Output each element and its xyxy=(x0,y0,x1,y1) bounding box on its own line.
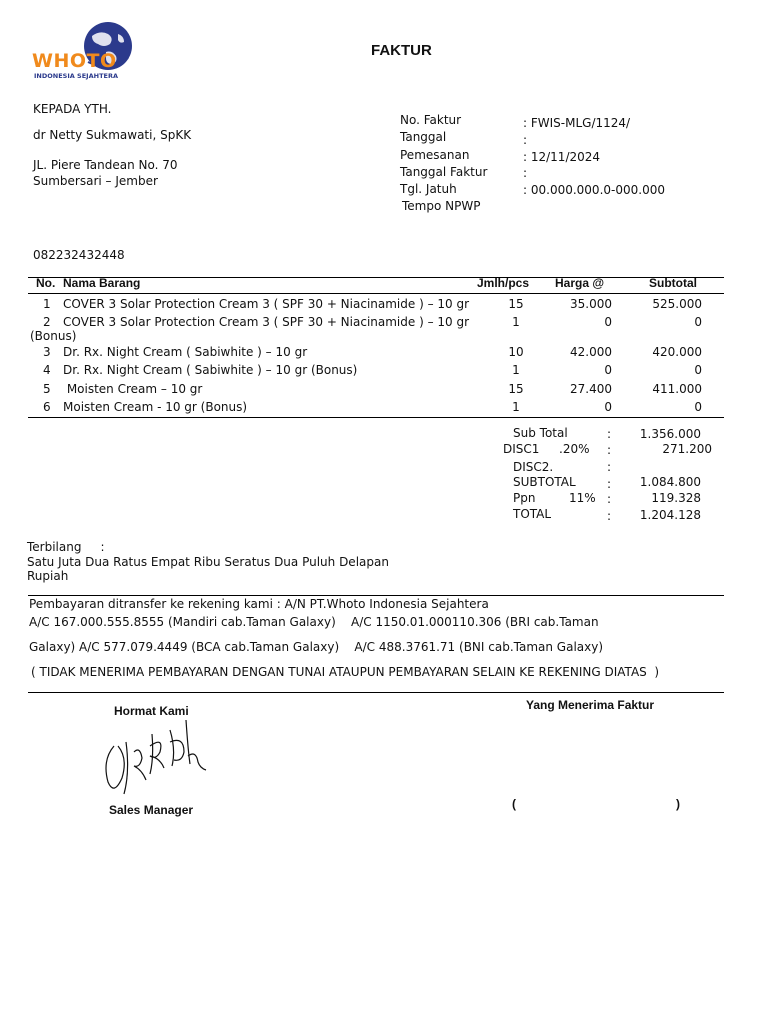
table-header-qty: Jmlh/pcs xyxy=(477,276,530,290)
logo-tagline: INDONESIA SEJAHTERA xyxy=(34,72,118,80)
colon: : xyxy=(607,477,612,491)
disc1-percent: .20% xyxy=(559,442,590,456)
row-qty: 10 xyxy=(508,345,524,359)
ppn-value: 119.328 xyxy=(651,491,701,505)
row-name-cont: (Bonus) xyxy=(30,329,77,343)
invoice-value-npwp: : 00.000.000.0-000.000 xyxy=(523,183,665,197)
payment-line-1: Pembayaran ditransfer ke rekening kami : A/N PT.Whoto Indonesia Sejahtera xyxy=(29,597,489,611)
ppn-label: Ppn xyxy=(513,491,536,505)
ppn-percent: 11% xyxy=(569,491,596,505)
row-price: 27.400 xyxy=(570,382,612,396)
colon: : xyxy=(607,427,612,441)
table-header-name: Nama Barang xyxy=(63,276,141,290)
disc1-label: DISC1 xyxy=(503,442,540,456)
row-qty: 1 xyxy=(512,400,520,414)
row-subtotal: 0 xyxy=(694,315,702,329)
invoice-label-tanggal: Tanggal xyxy=(400,130,447,144)
disc1-value: 271.200 xyxy=(662,442,712,456)
payment-line-4: ( TIDAK MENERIMA PEMBAYARAN DENGAN TUNAI ATAUPUN PEMBAYARAN SELAIN KE REKENING DIATAS ) xyxy=(31,665,660,679)
invoice-label-tanggal-faktur: Tanggal Faktur xyxy=(400,165,488,179)
row-qty: 15 xyxy=(508,297,524,311)
row-no: 1 xyxy=(43,297,51,311)
subtotal-value: 1.084.800 xyxy=(639,475,701,489)
row-subtotal: 0 xyxy=(694,400,702,414)
row-name: Dr. Rx. Night Cream ( Sabiwhite ) – 10 gr (Bonus) xyxy=(63,363,358,377)
payment-top-rule xyxy=(28,595,724,596)
invoice-value-tanggal: : xyxy=(523,133,528,147)
table-header-price: Harga @ xyxy=(555,276,605,290)
payment-line-3: Galaxy) A/C 577.079.4449 (BCA cab.Taman Galaxy) A/C 488.3761.71 (BNI cab.Taman Galaxy) xyxy=(29,640,604,654)
recipient-address-2: Sumbersari – Jember xyxy=(33,174,158,188)
invoice-label-no-faktur: No. Faktur xyxy=(400,113,462,127)
table-header-no: No. xyxy=(36,276,56,290)
colon: : xyxy=(607,443,612,457)
invoice-label-tempo-npwp: Tempo NPWP xyxy=(402,199,481,213)
row-price: 0 xyxy=(604,400,612,414)
row-no: 3 xyxy=(43,345,51,359)
total-value: 1.204.128 xyxy=(639,508,701,522)
row-qty: 1 xyxy=(512,315,520,329)
company-logo xyxy=(32,18,136,82)
payment-line-2: A/C 167.000.555.8555 (Mandiri cab.Taman Galaxy) A/C 1150.01.000110.306 (BRI cab.Taman xyxy=(29,615,599,629)
signature-left-role: Sales Manager xyxy=(109,803,194,817)
row-price: 42.000 xyxy=(570,345,612,359)
signature-right-title: Yang Menerima Faktur xyxy=(526,698,655,712)
terbilang-line-1: Satu Juta Dua Ratus Empat Ribu Seratus Dua Puluh Delapan xyxy=(27,555,389,569)
row-price: 0 xyxy=(604,363,612,377)
signature-open-paren: ( xyxy=(512,797,516,811)
row-name: Moisten Cream - 10 gr (Bonus) xyxy=(63,400,248,414)
row-name: Dr. Rx. Night Cream ( Sabiwhite ) – 10 gr xyxy=(63,345,308,359)
payment-bottom-rule xyxy=(28,692,724,693)
invoice-value-pemesanan: : 12/11/2024 xyxy=(523,150,601,164)
table-header-rule xyxy=(28,293,724,294)
logo-brand: WHOTO xyxy=(32,50,117,72)
row-subtotal: 411.000 xyxy=(652,382,702,396)
recipient-phone: 082232432448 xyxy=(33,248,125,262)
row-price: 0 xyxy=(604,315,612,329)
colon: : xyxy=(607,509,612,523)
invoice-label-tgl-jatuh: Tgl. Jatuh xyxy=(400,182,457,196)
colon: : xyxy=(607,460,612,474)
row-name: Moisten Cream – 10 gr xyxy=(63,382,203,396)
row-name: COVER 3 Solar Protection Cream 3 ( SPF 30 + Niacinamide ) – 10 gr xyxy=(63,315,470,329)
handwritten-signature xyxy=(100,716,210,798)
invoice-label-pemesanan: Pemesanan xyxy=(400,148,470,162)
table-header-subtotal: Subtotal xyxy=(649,276,697,290)
row-qty: 15 xyxy=(508,382,524,396)
row-price: 35.000 xyxy=(570,297,612,311)
row-subtotal: 525.000 xyxy=(652,297,702,311)
row-subtotal: 420.000 xyxy=(652,345,702,359)
colon: : xyxy=(607,492,612,506)
sub-total-value: 1.356.000 xyxy=(639,427,701,441)
row-no: 5 xyxy=(43,382,51,396)
row-qty: 1 xyxy=(512,363,520,377)
recipient-name: dr Netty Sukmawati, SpKK xyxy=(33,128,192,142)
terbilang-label: Terbilang : xyxy=(27,540,105,554)
row-subtotal: 0 xyxy=(694,363,702,377)
sub-total-label: Sub Total xyxy=(513,426,568,440)
row-no: 2 xyxy=(43,315,51,329)
terbilang-line-2: Rupiah xyxy=(27,569,69,583)
total-label: TOTAL xyxy=(513,507,552,521)
subtotal-label: SUBTOTAL xyxy=(513,475,576,489)
signature-close-paren: ) xyxy=(676,797,680,811)
recipient-heading: KEPADA YTH. xyxy=(33,102,112,116)
row-no: 4 xyxy=(43,363,51,377)
invoice-value-tanggal-faktur: : xyxy=(523,166,528,180)
signature-left-title: Hormat Kami xyxy=(114,704,189,718)
recipient-address-1: JL. Piere Tandean No. 70 xyxy=(33,158,178,172)
page-title: FAKTUR xyxy=(371,42,432,59)
invoice-value-no-faktur: : FWIS-MLG/1124/ xyxy=(523,116,631,130)
table-bottom-rule xyxy=(28,417,724,418)
row-name: COVER 3 Solar Protection Cream 3 ( SPF 30 + Niacinamide ) – 10 gr xyxy=(63,297,470,311)
disc2-label: DISC2. xyxy=(513,460,554,474)
row-no: 6 xyxy=(43,400,51,414)
